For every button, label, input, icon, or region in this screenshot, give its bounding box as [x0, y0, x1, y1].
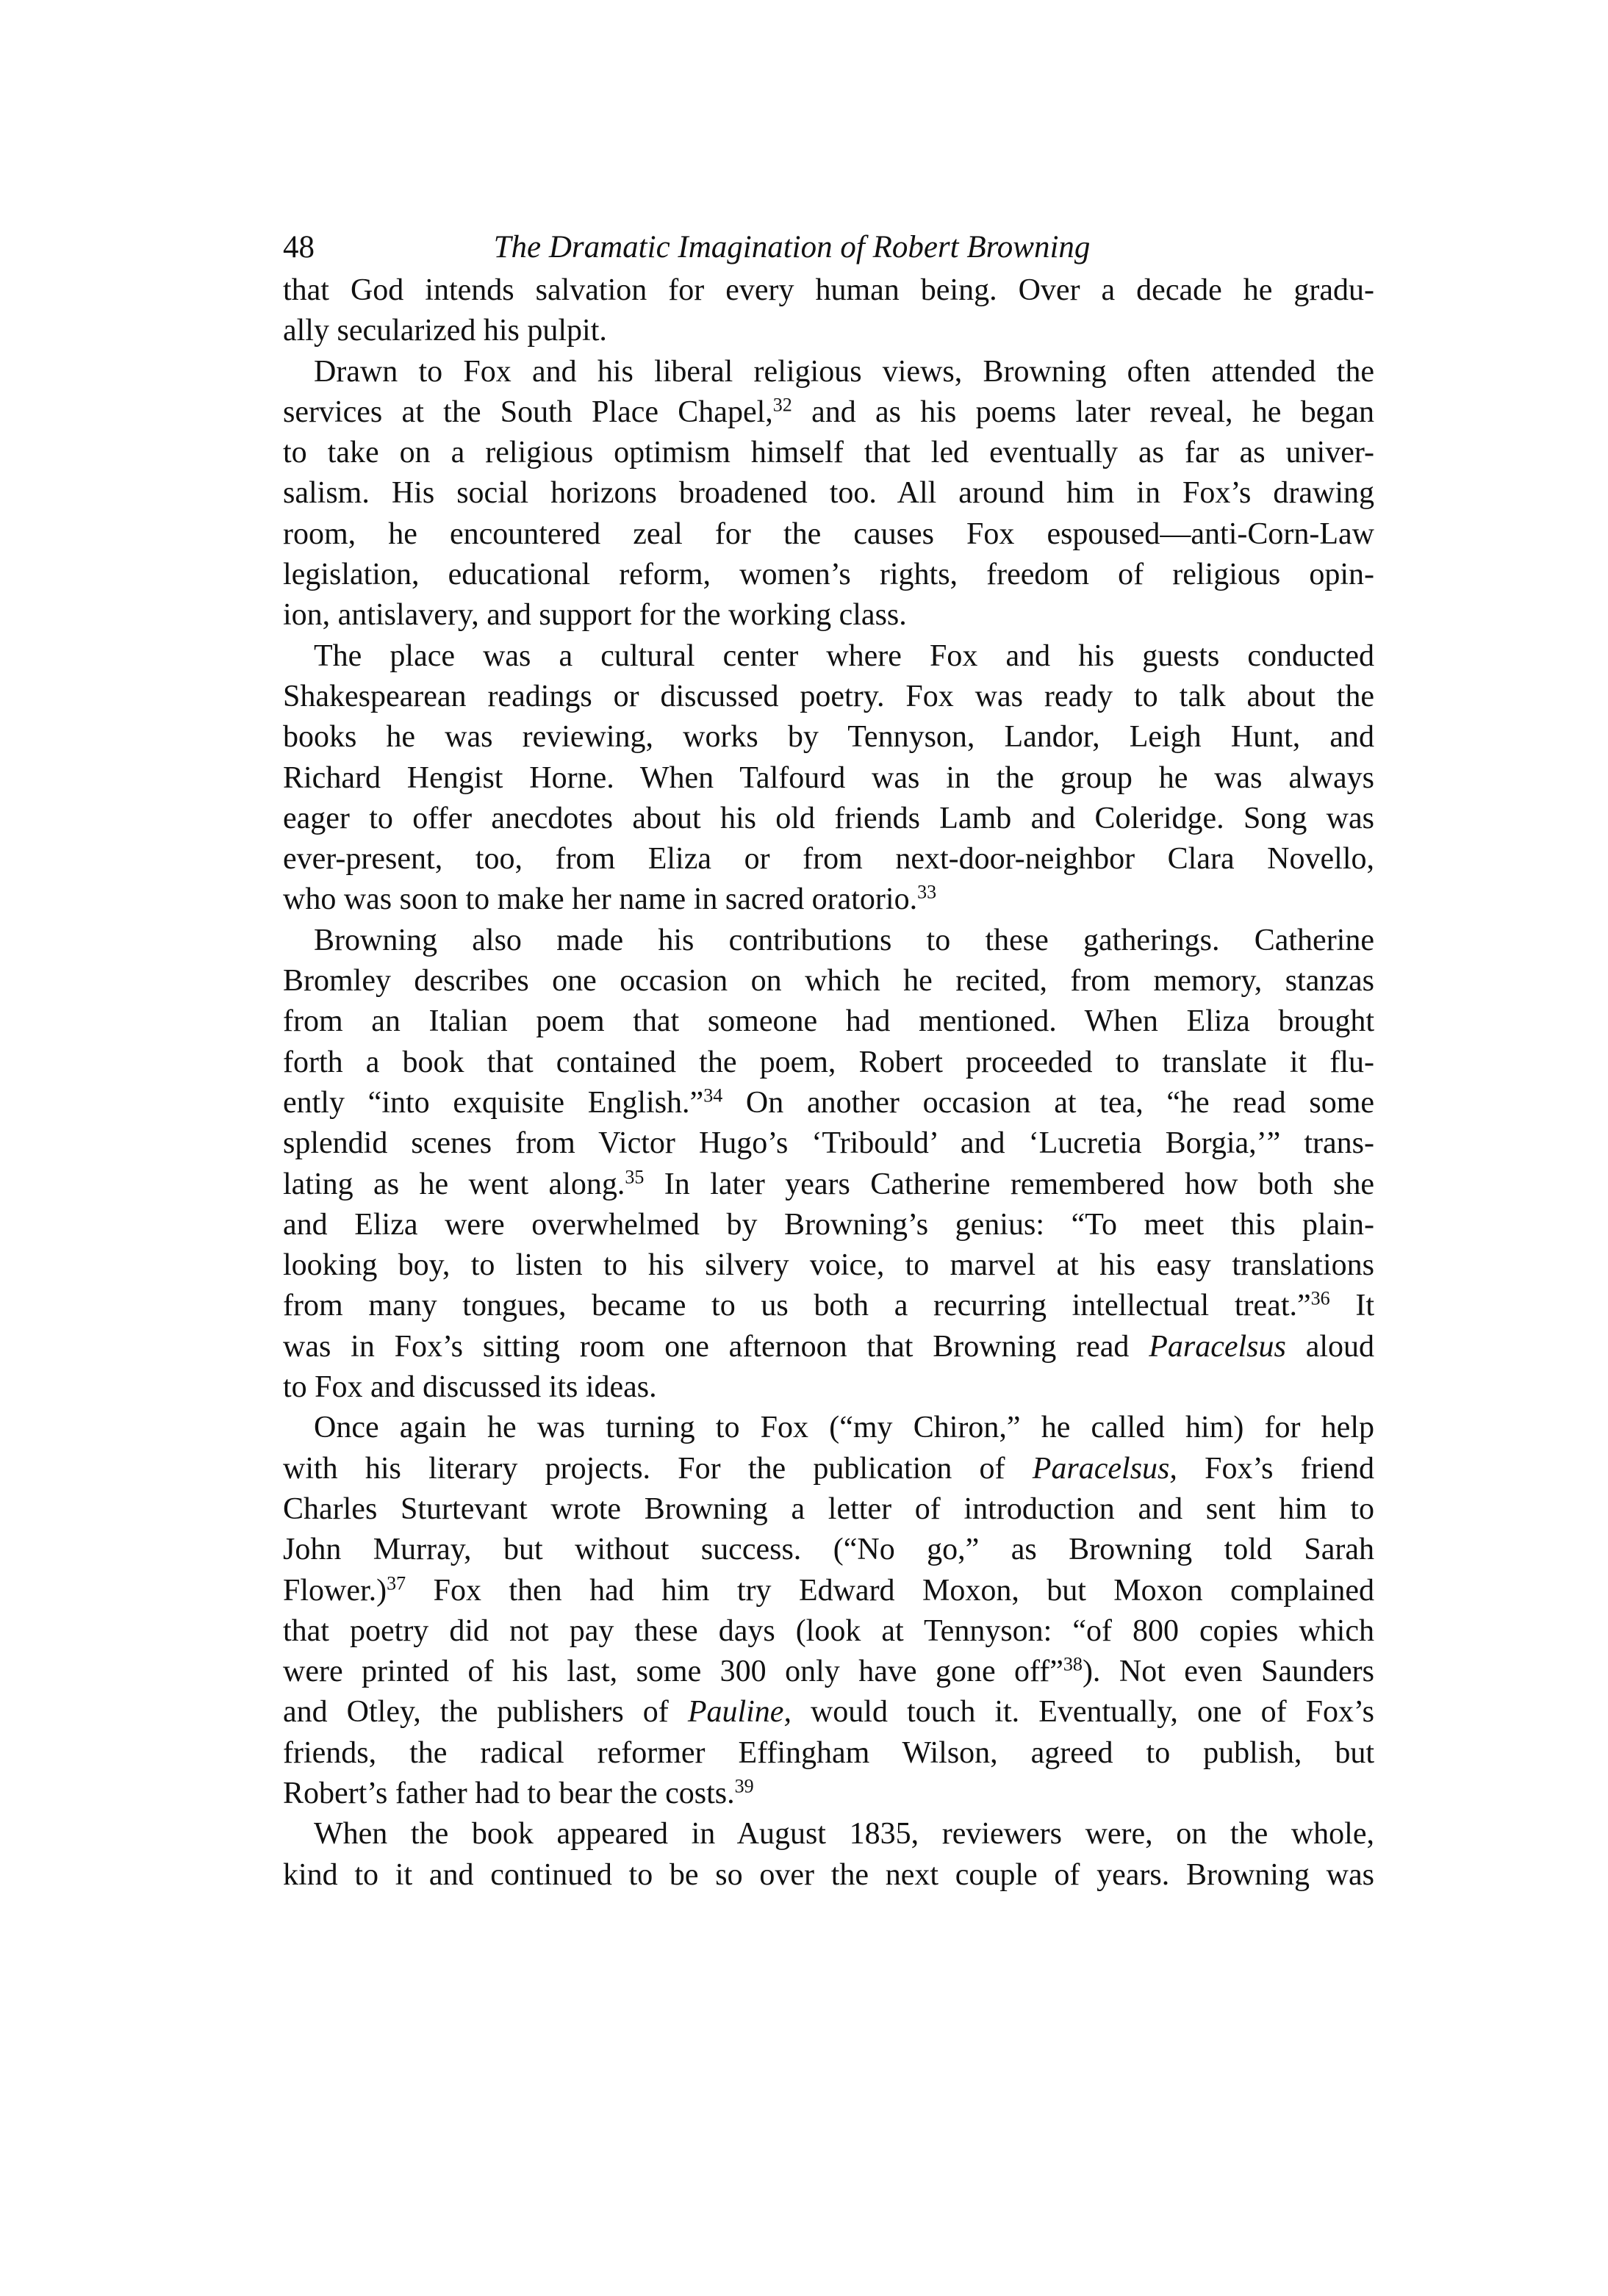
text-line — [283, 473, 1374, 514]
text-line — [283, 636, 1374, 677]
text-line — [283, 799, 1374, 839]
text-run: Flower.) — [283, 1573, 387, 1608]
paragraph — [283, 636, 1374, 921]
text-line — [283, 1205, 1374, 1245]
text-line — [283, 758, 1374, 799]
text-run: room, he encountered zeal for the causes Fox espoused—anti-Corn-Law — [283, 517, 1374, 551]
text-line — [283, 595, 1374, 636]
text-line — [283, 1043, 1374, 1083]
text-run: to take on a religious optimism himself that led eventually as far as univer- — [283, 436, 1374, 470]
text-run: Once again he was turning to Fox (“my Chiron,” he called him) for help — [314, 1411, 1374, 1445]
text-line — [283, 433, 1374, 473]
italic-title: Pauline, — [687, 1695, 792, 1730]
text-line — [283, 1408, 1374, 1448]
footnote-ref: 39 — [734, 1775, 754, 1797]
italic-title: Paracelsus, — [1032, 1451, 1177, 1486]
text-line — [283, 961, 1374, 1001]
text-run: Fox then had him try Edward Moxon, but Moxon complained — [406, 1573, 1374, 1608]
text-run: ). Not even Saunders — [1082, 1655, 1374, 1689]
text-run: who was soon to make her name in sacred oratorio. — [283, 882, 918, 917]
text-run: Richard Hengist Horne. When Talfourd was in the group he was always — [283, 760, 1374, 795]
text-run: services at the South Place Chapel, — [283, 395, 773, 429]
text-run: and as his poems later reveal, he began — [792, 395, 1374, 429]
text-run: Charles Sturtevant wrote Browning a letter of introduction and sent him to — [283, 1491, 1374, 1526]
text-run: forth a book that contained the poem, Robert proceeded to translate it flu- — [283, 1045, 1374, 1079]
text-line — [283, 879, 1374, 920]
text-run: ion, antislavery, and support for the working class. — [283, 598, 907, 633]
text-run: legislation, educational reform, women’s rights, freedom of religious opin- — [283, 558, 1374, 592]
text-line — [283, 352, 1374, 392]
text-run: Robert’s father had to bear the costs. — [283, 1776, 735, 1810]
running-head — [283, 229, 1374, 273]
text-line — [283, 555, 1374, 595]
text-run: John Murray, but without success. (“No go,” as Browning told Sarah — [283, 1533, 1374, 1567]
text-run: In later years Catherine remembered how both she — [644, 1167, 1374, 1201]
italic-title: Paracelsus — [1149, 1329, 1286, 1364]
text-line — [283, 1733, 1374, 1774]
text-run: Browning also made his contributions to these gatherings. Catherine — [314, 923, 1374, 957]
text-run: from many tongues, became to us both a recurring intellectual treat.” — [283, 1289, 1311, 1323]
text-run: eager to offer anecdotes about his old friends Lamb and Coleridge. Song was — [283, 801, 1374, 835]
text-run: lating as he went along. — [283, 1167, 625, 1201]
text-line — [283, 1774, 1374, 1814]
text-line — [283, 1123, 1374, 1164]
text-line — [283, 1611, 1374, 1652]
footnote-ref: 37 — [387, 1572, 406, 1594]
text-run: On another occasion at tea, “he read some — [722, 1085, 1374, 1120]
footnote-ref: 33 — [917, 882, 937, 904]
text-line — [283, 839, 1374, 879]
paragraph — [283, 921, 1374, 1408]
text-run: ally secularized his pulpit. — [283, 314, 607, 348]
text-run: would touch it. Eventually, one of Fox’s — [791, 1695, 1374, 1730]
text-run: aloud — [1285, 1329, 1375, 1364]
footnote-ref: 32 — [772, 394, 792, 416]
footnote-ref: 38 — [1063, 1653, 1083, 1675]
text-line — [283, 1001, 1374, 1042]
running-head-title: The Dramatic Imagination of Robert Browning — [493, 230, 1091, 264]
text-run: It — [1329, 1289, 1374, 1323]
text-line — [283, 1652, 1374, 1692]
text-line — [283, 921, 1374, 961]
text-run: The place was a cultural center where Fox and his guests conducted — [314, 638, 1374, 673]
text-run: splendid scenes from Victor Hugo’s ‘Tribould’ and ‘Lucretia Borgia,’” trans- — [283, 1126, 1374, 1161]
text-run: Bromley describes one occasion on which he recited, from memory, stanzas — [283, 964, 1374, 998]
text-line — [283, 1571, 1374, 1611]
text-run: from an Italian poem that someone had mentioned. When Eliza brought — [283, 1004, 1374, 1039]
footnote-ref: 36 — [1310, 1288, 1330, 1310]
text-line — [283, 717, 1374, 757]
text-line — [283, 1327, 1374, 1367]
text-line — [283, 1083, 1374, 1123]
text-run: Shakespearean readings or discussed poetry. Fox was ready to talk about the — [283, 679, 1374, 713]
text-line — [283, 270, 1374, 311]
text-run: and Otley, the publishers of — [283, 1695, 688, 1730]
text-line — [283, 1530, 1374, 1570]
paragraph — [283, 1408, 1374, 1814]
text-run: friends, the radical reformer Effingham Wilson, agreed to publish, but — [283, 1735, 1374, 1770]
text-run: books he was reviewing, works by Tennyson, Landor, Leigh Hunt, and — [283, 720, 1374, 755]
text-run: Fox’s friend — [1177, 1451, 1374, 1486]
text-line — [283, 1286, 1374, 1326]
paragraph — [283, 352, 1374, 636]
text-line — [283, 1855, 1374, 1896]
paragraph — [283, 270, 1374, 352]
body-text — [283, 270, 1374, 1896]
text-run: was in Fox’s sitting room one afternoon that Browning read — [283, 1329, 1149, 1364]
footnote-ref: 35 — [625, 1166, 645, 1188]
text-run: that poetry did not pay these days (look at Tennyson: “of 800 copies which — [283, 1613, 1374, 1648]
text-run: that God intends salvation for every human being. Over a decade he gradu- — [283, 273, 1374, 307]
text-run: looking boy, to listen to his silvery voice, to marvel at his easy translations — [283, 1248, 1374, 1283]
text-line — [283, 392, 1374, 433]
text-run: ently “into exquisite English.” — [283, 1085, 704, 1120]
text-run: salism. His social horizons broadened too. All around him in Fox’s drawing — [283, 476, 1374, 511]
text-run: When the book appeared in August 1835, reviewers were, on the whole, — [314, 1817, 1374, 1851]
text-line — [283, 677, 1374, 717]
text-line — [283, 1245, 1374, 1286]
text-line — [283, 1489, 1374, 1530]
text-line — [283, 1692, 1374, 1732]
paragraph — [283, 1814, 1374, 1896]
text-run: Drawn to Fox and his liberal religious views, Browning often attended the — [314, 354, 1374, 389]
text-line — [283, 1165, 1374, 1205]
text-run: kind to it and continued to be so over the next couple of years. Browning was — [283, 1857, 1374, 1892]
text-line — [283, 1449, 1374, 1489]
footnote-ref: 34 — [703, 1084, 723, 1106]
text-run: ever-present, too, from Eliza or from next-door-neighbor Clara Novello, — [283, 842, 1374, 877]
text-run: with his literary projects. For the publication of — [283, 1451, 1033, 1486]
text-run: were printed of his last, some 300 only have gone off” — [283, 1655, 1063, 1689]
text-run: to Fox and discussed its ideas. — [283, 1370, 657, 1405]
text-line — [283, 1367, 1374, 1408]
text-line — [283, 311, 1374, 351]
text-line — [283, 514, 1374, 555]
text-run: and Eliza were overwhelmed by Browning’s genius: “To meet this plain- — [283, 1207, 1374, 1242]
text-line — [283, 1814, 1374, 1854]
page-number: 48 — [283, 230, 315, 264]
